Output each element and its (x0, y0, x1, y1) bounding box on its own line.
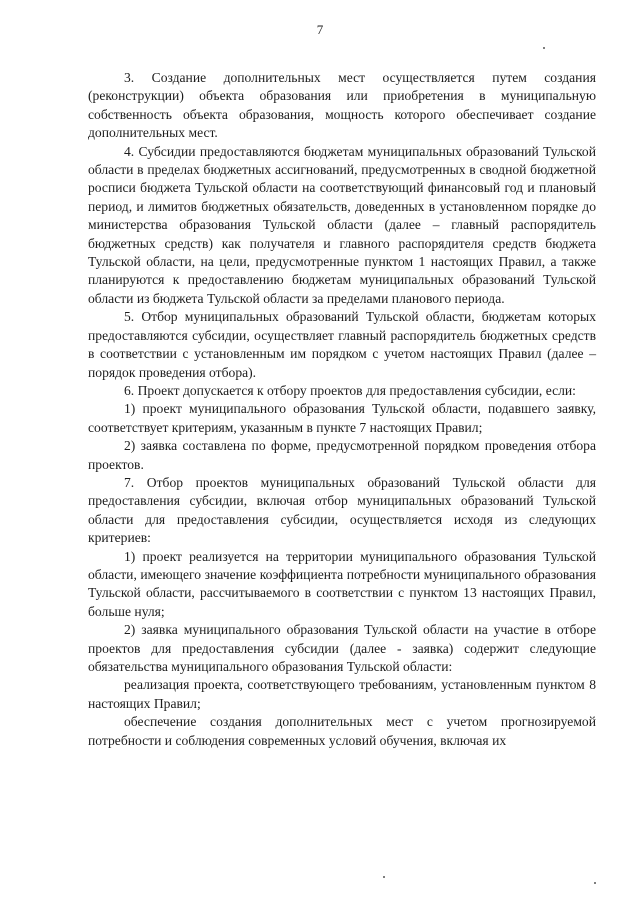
paragraph-6: 6. Проект допускается к отбору проектов для предоставления субсидии, если: (124, 382, 576, 398)
obligation-item-2: обеспечение создания дополнительных мест с учетом прогнозируемой потребности и соблюдения современных условий обучения, включая их (88, 714, 596, 748)
paragraph-7-item-2: 2) заявка муниципального образования Тульской области на участие в отборе проектов для предоставления субсидии (далее - заявка) содержит следующие обязательства муниципального образования Тульской области: (88, 622, 596, 674)
scan-speck (383, 876, 385, 878)
paragraph-7: 7. Отбор проектов муниципальных образований Тульской области для предоставления субсидии, включая отбор муниципальных образований Тульской области для предоставления субсидии, осуществляется исходя из следующих критериев: (88, 474, 596, 546)
paragraph-7-item-1: 1) проект реализуется на территории муниципального образования Тульской области, имеющего значение коэффициента потребности муниципального образования Тульской области, рассчитываемого в соответствии с пунктом 13 настоящих Правил, больше нуля; (88, 548, 596, 619)
paragraph-5: 5. Отбор муниципальных образований Тульской области, бюджетам которых предоставляются субсидии, осуществляет главный распорядитель бюджетных средств в соответствии с установленным им порядком с учетом настоящих Правил (далее – порядок проведения отбора). (88, 309, 596, 380)
paragraph-6-item-2: 2) заявка составлена по форме, предусмотренной порядком проведения отбора проектов. (88, 438, 596, 472)
scan-speck (543, 47, 545, 49)
scan-speck (594, 882, 596, 884)
paragraph-4: 4. Субсидии предоставляются бюджетам муниципальных образований Тульской области в пределах бюджетных ассигнований, предусмотренных в сводной бюджетной росписи бюджета Тульской области на соответствующий финансовый год и плановый период, и лимитов бюджетных обязательств, доведенных в установленном порядке до министерства образования Тульской области (далее – главный распорядитель бюджетных средств) как получателя и главного распорядителя средств бюджета Тульской области, на цели, предусмотренные пунктом 1 настоящих Правил, а также планируются к предоставлению бюджетам муниципальных образований Тульской области из бюджета Тульской области за пределами планового периода. (88, 143, 596, 306)
paragraph-6-item-1: 1) проект муниципального образования Тульской области, подавшего заявку, соответствует критериям, указанным в пункте 7 настоящих Правил; (88, 401, 596, 435)
page-number: 7 (316, 22, 324, 37)
document-body (88, 69, 596, 750)
obligation-item-1: реализация проекта, соответствующего требованиям, установленным пунктом 8 настоящих Правил; (88, 677, 596, 711)
paragraph-3: 3. Создание дополнительных мест осуществляется путем создания (реконструкции) объекта образования или приобретения в муниципальную собственность объекта образования, мощность которого обеспечивает создание дополнительных мест. (88, 70, 596, 141)
